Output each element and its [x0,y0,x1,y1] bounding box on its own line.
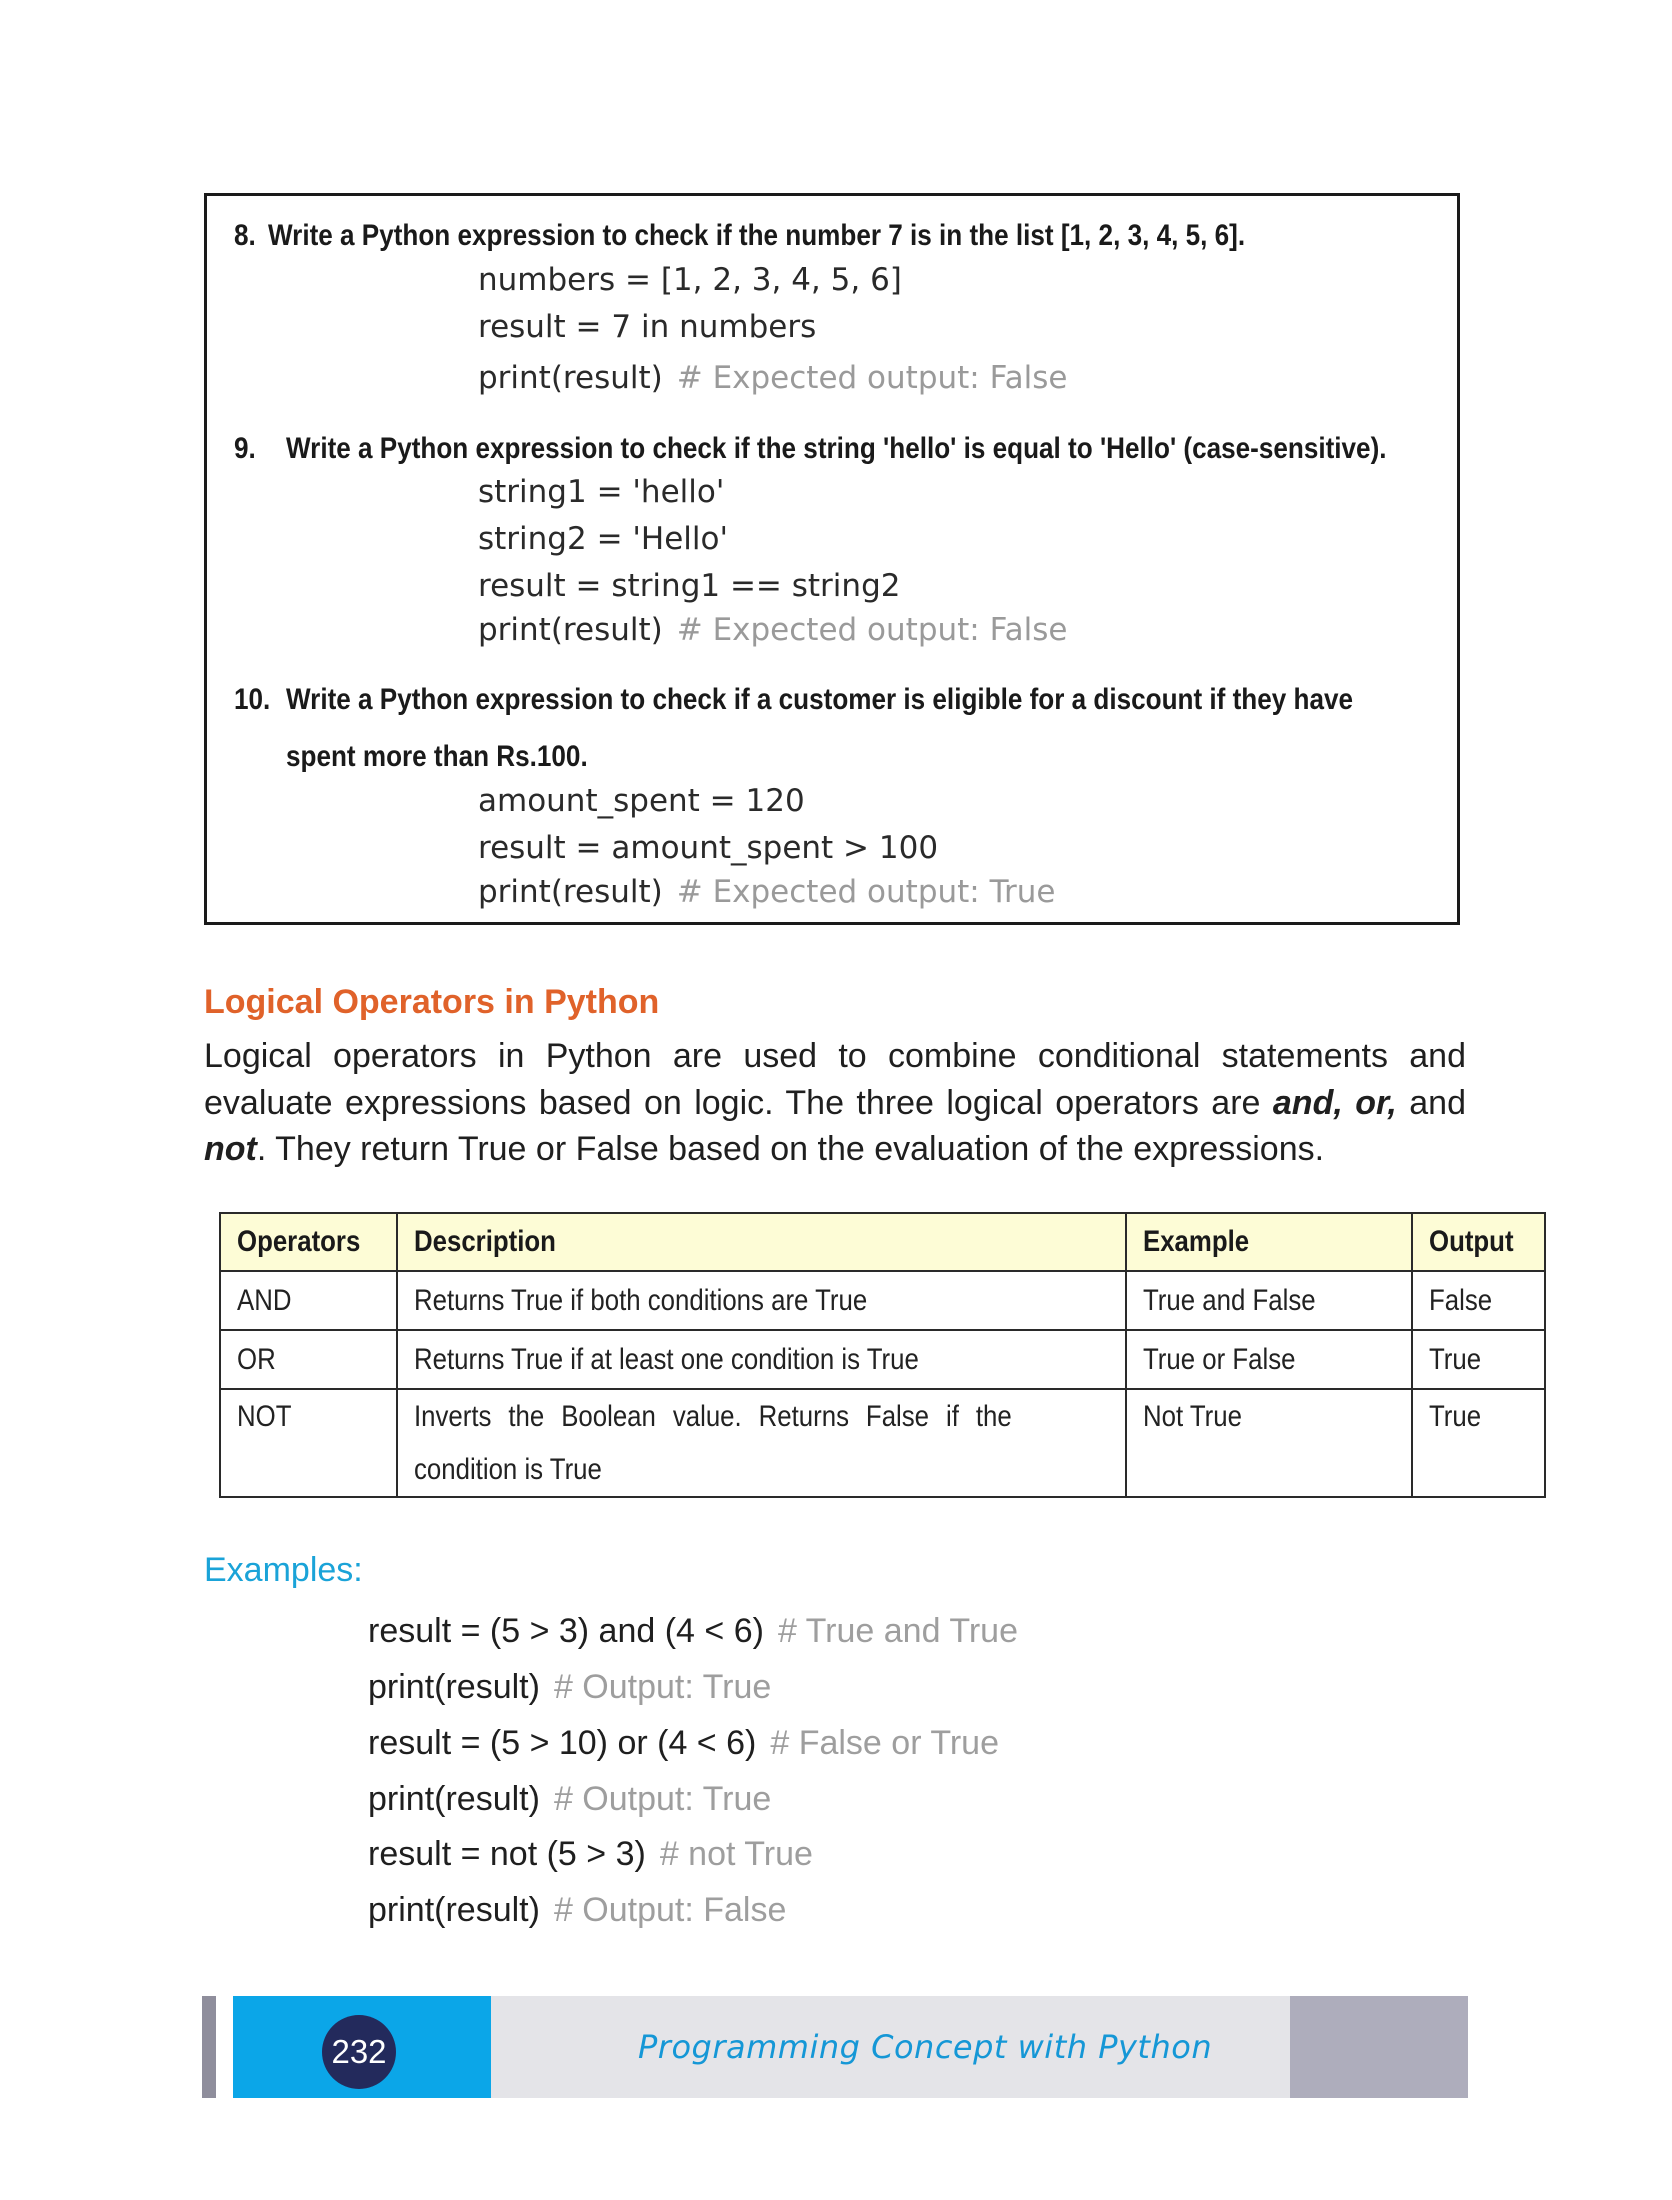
table-cell: OR [220,1330,397,1389]
question-9-number: 9. [234,432,256,465]
example-line: print(result) # Output: True [368,1780,772,1818]
code-line: result = amount_spent > 100 [478,830,939,866]
table-cell: NOT [220,1389,397,1497]
table-row [220,1330,1545,1389]
question-9-text: Write a Python expression to check if the string 'hello' is equal to 'Hello' (case-sensitive). [286,432,1387,465]
question-8-text: Write a Python expression to check if the number 7 is in the list [1, 2, 3, 4, 5, 6]. [268,219,1246,252]
code-comment: # Expected output: False [676,360,1068,396]
code-line: print(result) # Expected output: False [478,612,1068,648]
question-8-number: 8. [234,219,256,252]
table-cell: True [1412,1389,1544,1497]
book-title: Programming Concept with Python [638,2028,1213,2066]
page-number: 232 [322,2015,396,2089]
table-cell: Inverts the Boolean value. Returns False if the condition is True [397,1389,1126,1497]
examples-label: Examples: [204,1551,363,1589]
code-line: print(result) # Expected output: False [478,360,1068,396]
footer-left-bar [202,1996,216,2098]
table-row [220,1389,1545,1497]
code-comment: # Expected output: True [676,874,1056,910]
table-cell: True [1412,1330,1544,1389]
code-line: amount_spent = 120 [478,783,805,819]
code-line: result = string1 == string2 [478,568,901,604]
code-line: numbers = [1, 2, 3, 4, 5, 6] [478,262,902,298]
example-line: print(result) # Output: True [368,1668,772,1706]
code-line: string1 = 'hello' [478,474,725,510]
table-header-row [220,1213,1545,1271]
code-comment: # Expected output: False [676,612,1068,648]
table-header: Operators [220,1213,397,1271]
question-10-number: 10. [234,683,271,716]
footer-right-block [1290,1996,1468,2098]
table-cell: True and False [1126,1271,1412,1330]
exercise-box [204,193,1460,925]
example-line: result = not (5 > 3) # not True [368,1835,813,1873]
table-cell: Returns True if both conditions are True [397,1271,1126,1330]
table-cell: Returns True if at least one condition is True [397,1330,1126,1389]
example-line: result = (5 > 10) or (4 < 6) # False or True [368,1724,999,1762]
section-heading: Logical Operators in Python [204,983,660,1021]
table-cell: False [1412,1271,1544,1330]
question-10-text-line2: spent more than Rs.100. [286,740,588,773]
table-cell: True or False [1126,1330,1412,1389]
code-line: result = 7 in numbers [478,309,817,345]
table-header: Output [1412,1213,1544,1271]
code-line: print(result) # Expected output: True [478,874,1056,910]
example-line: result = (5 > 3) and (4 < 6) # True and True [368,1612,1018,1650]
table-cell: Not True [1126,1389,1412,1497]
table-row [220,1271,1545,1330]
table-header: Description [397,1213,1126,1271]
question-10-text-line1: Write a Python expression to check if a customer is eligible for a discount if they have [286,683,1354,716]
table-cell: AND [220,1271,397,1330]
logical-operators-table [219,1212,1546,1498]
code-line: string2 = 'Hello' [478,521,729,557]
section-paragraph: Logical operators in Python are used to combine conditional statements and evaluate expressions based on logic. The three logical operators are and, or, and not. They return True or False based on the evaluation of the expressions. [204,1037,1466,1168]
example-line: print(result) # Output: False [368,1891,787,1929]
table-header: Example [1126,1213,1412,1271]
